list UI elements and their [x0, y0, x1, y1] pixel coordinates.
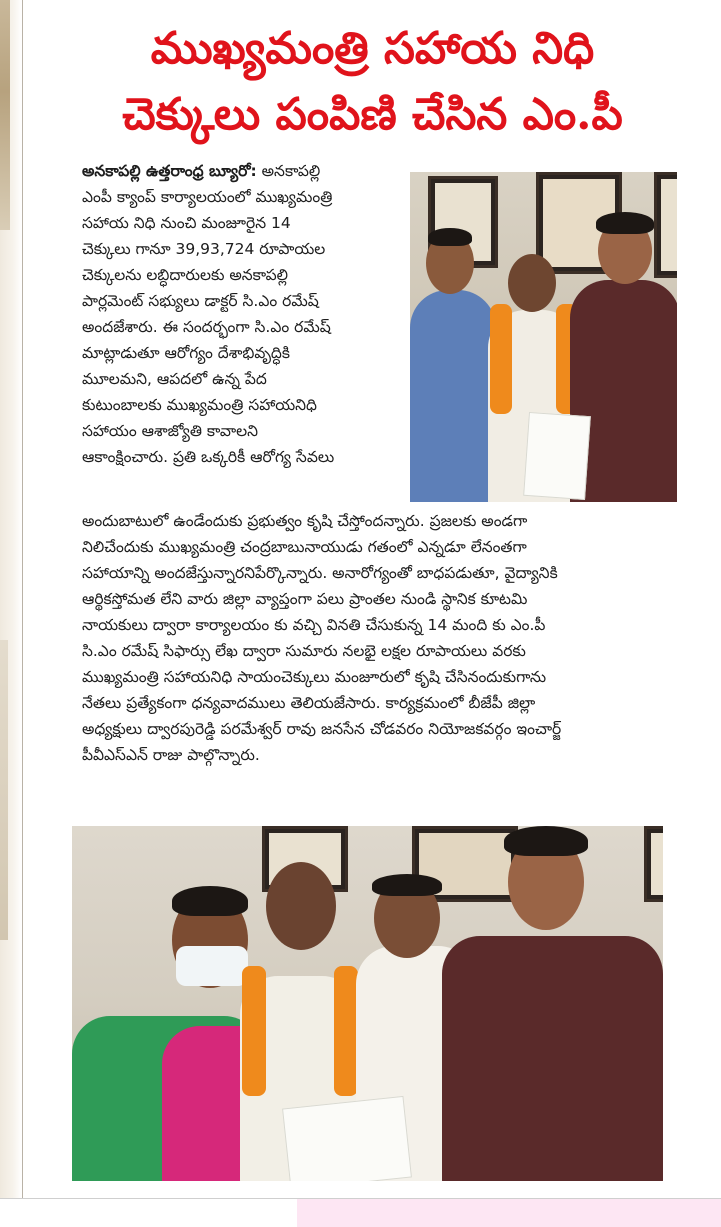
photo-beneficiaries: [72, 826, 663, 1181]
body-line: నాయకులు ద్వారా కార్యాలయం కు వచ్చి వినతి చేసుకున్న 14 మంది కు ఎం.పీ: [82, 616, 546, 634]
body-line: పార్లమెంట్ సభ్యులు డాక్టర్ సి.ఎం రమేష్: [82, 292, 319, 310]
body-line: నిలిచేందుకు ముఖ్యమంత్రి చంద్రబాబునాయుడు గతంలో ఎన్నడూ లేనంతగా: [82, 538, 527, 556]
photo-cheque-handover: [410, 172, 677, 502]
saffron-scarf: [334, 966, 358, 1096]
body-line: కుటుంబాలకు ముఖ్యమంత్రి సహాయనిధి: [82, 396, 317, 414]
body-line: నేతలు ప్రత్యేకంగా ధన్యవాదములు తెలియజేసారు. కార్యక్రమంలో బీజేపీ జిల్లా: [82, 694, 536, 712]
body-line: చెక్కులు గానూ 39,93,724 రూపాయల: [82, 240, 326, 258]
cheque-envelope: [523, 412, 591, 500]
person-torso: [410, 290, 496, 502]
body-line: ముఖ్యమంత్రి సహాయనిధి సాయంచెక్కులు మంజూరులో కృషి చేసినందుకుగాను: [82, 668, 547, 686]
wall-portrait: [654, 172, 677, 278]
headline-line-2: చెక్కులు పంపిణి చేసిన ఎం.పీ: [122, 89, 623, 140]
body-line: ఆకాంక్షించారు. ప్రతి ఒక్కరికీ ఆరోగ్య సేవలు: [82, 448, 335, 466]
cheque-envelope: [282, 1096, 412, 1181]
person-hair: [504, 826, 588, 856]
person-hair: [428, 228, 472, 246]
article-body-wide: [82, 508, 682, 768]
headline-line-1: ముఖ్యమంత్రి సహాయ నిధి: [150, 23, 595, 74]
adjacent-page-fragment: [0, 640, 8, 940]
face-mask: [176, 946, 248, 986]
adjacent-ad-strip: [297, 1199, 721, 1227]
body-line: అధ్యక్షులు ద్వారపురెడ్డి పరమేశ్వర్ రావు జనసేన చోడవరం నియోజకవర్గం ఇంచార్జ్: [82, 720, 562, 738]
person-head: [508, 254, 556, 312]
person-torso: [442, 936, 663, 1181]
wall-portrait: [644, 826, 663, 902]
body-line: ఎంపీ క్యాంప్ కార్యాలయంలో ముఖ్యమంత్రి: [82, 188, 333, 206]
body-line: సహాయ నిధి నుంచి మంజూరైన 14: [82, 214, 291, 232]
body-line: చెక్కులను లబ్ధిదారులకు అనకాపల్లి: [82, 266, 289, 284]
body-line: పీవీఎస్ఎన్ రాజు పాల్గొన్నారు.: [82, 746, 260, 764]
person-head: [266, 862, 336, 950]
article-body-narrow: [82, 158, 417, 470]
body-line: అందజేశారు. ఈ సందర్భంగా సి.ఎం రమేష్: [82, 318, 331, 336]
body-line: సి.ఎం రమేష్ సిఫార్సు లేఖ ద్వారా సుమారు నలభై లక్షల రూపాయలు వరకు: [82, 642, 526, 660]
body-line: అందుబాటులో ఉండేందుకు ప్రభుత్వం కృషి చేస్తోందన్నారు. ప్రజలకు అండగా: [82, 512, 528, 530]
person-hair: [596, 212, 654, 234]
adjacent-page-fragment: [0, 0, 10, 230]
body-line-text: అనకాపల్లి: [256, 162, 321, 180]
body-line: [82, 158, 417, 184]
person-hair: [172, 886, 248, 916]
page-footer-strip: [0, 1198, 721, 1227]
body-line: సహాయాన్ని అందజేస్తున్నారనిపేర్కొన్నారు. అనారోగ్యంతో బాధపడుతూ, వైద్యానికి: [82, 564, 558, 582]
body-line: మూలమని, ఆపదలో ఉన్న పేద: [82, 370, 267, 388]
news-article: [24, 0, 721, 1198]
adjacent-page-margin: [0, 0, 23, 1198]
dateline: అనకాపల్లి ఉత్తరాంధ్ర బ్యూరో:: [82, 162, 257, 180]
saffron-scarf: [490, 304, 512, 414]
person-hair: [372, 874, 442, 896]
body-line: సహాయం ఆశాజ్యోతి కావాలని: [82, 422, 258, 440]
saffron-scarf: [242, 966, 266, 1096]
body-line: మాట్లాడుతూ ఆరోగ్యం దేశాభివృద్ధికి: [82, 344, 290, 362]
body-line: ఆర్థికస్తోమత లేని వారు జిల్లా వ్యాప్తంగా పలు ప్రాంతల నుండి స్థానిక కూటమి: [82, 590, 528, 608]
